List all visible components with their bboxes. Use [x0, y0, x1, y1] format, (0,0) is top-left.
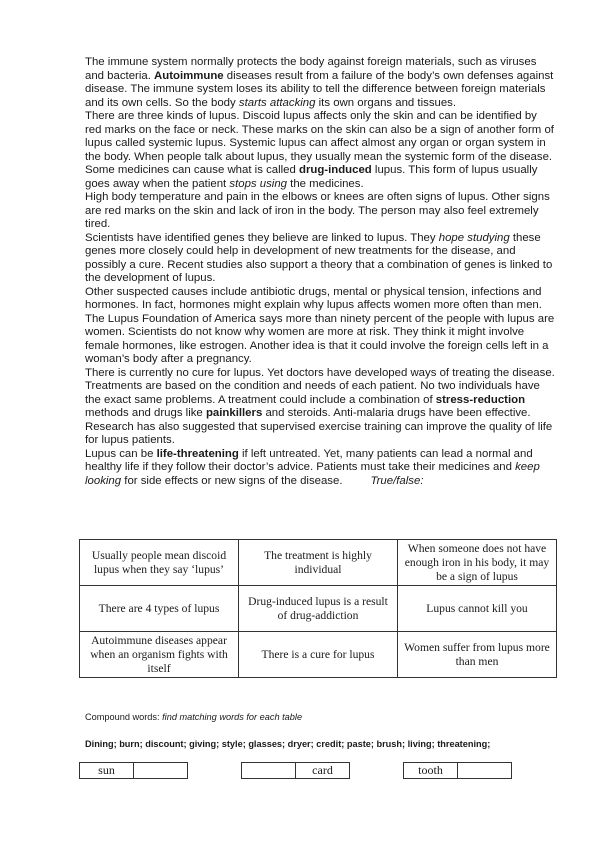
reading-passage [85, 56, 555, 488]
statement-cell: Drug-induced lupus is a result of drug-addiction [239, 586, 398, 632]
compound-words-label: Compound words: [85, 712, 163, 722]
statement-cell: When someone does not have enough iron in his body, it may be a sign of lupus [398, 540, 557, 586]
text-run: Other suspected causes include antibiotic drugs, mental or physical tension, infections and hormones. In fact, hormones might explain why lupus affects women more often than men. The Lupus Foundation of America says more than ninety percent of the people with lupus are women. Scientists do not know why women are more at risk. They think it might involve female hormones, like estrogen. Another idea is that it could involve the foreign cells left in a woman’s body after a pregnancy. [85, 285, 555, 365]
compound-table-1 [79, 762, 188, 779]
statement-cell: Usually people mean discoid lupus when they say ‘lupus’ [80, 540, 239, 586]
compound-words-instruction: find matching words for each table [162, 712, 303, 722]
table-row [80, 540, 557, 586]
statement-cell: Women suffer from lupus more than men [398, 632, 557, 678]
compound-words-title [85, 712, 302, 722]
paragraph [85, 110, 555, 164]
statement-cell: Autoimmune diseases appear when an organism fights with itself [80, 632, 239, 678]
bold-term: painkillers [205, 407, 263, 419]
compound-cell-blank[interactable] [242, 763, 295, 778]
statement-cell: Lupus cannot kill you [398, 586, 557, 632]
compound-cell-given: sun [98, 763, 115, 777]
compound-cell-given: card [295, 763, 349, 778]
italic-phrase: hope studying [438, 231, 510, 244]
statement-cell: The treatment is highly individual [239, 540, 398, 586]
bold-term: drug-induced [299, 164, 372, 176]
true-false-label: True/false: [370, 474, 424, 487]
text-run: its own organs and tissues. [315, 96, 457, 109]
text-run: Some medicines can cause what is called [85, 164, 299, 176]
text-run: the medicines. [287, 177, 364, 190]
table-row [80, 586, 557, 632]
text-run: methods and drugs like [85, 407, 206, 419]
text-run: lupus. This form of lupus usually goes away when the patient [85, 164, 538, 190]
bold-term: Autoimmune [154, 69, 224, 82]
paragraph [85, 56, 555, 110]
statement-cell: There is a cure for lupus [239, 632, 398, 678]
paragraph [85, 367, 555, 448]
text-run: There is currently no cure for lupus. Yet doctors have developed ways of treating the disease. Treatments are based on the condition and needs of each patient. No two individuals have the exact same problems. A treatment could include a combination of [85, 366, 555, 406]
paragraph [85, 232, 555, 286]
compound-cell-given: tooth [418, 763, 443, 777]
paragraph [85, 164, 555, 191]
text-run: diseases result from a failure of the body’s own defenses against disease. The immune system loses its ability to tell the difference between foreign materials and its own cells. So the body [85, 69, 554, 109]
compound-cell-blank[interactable] [133, 763, 187, 778]
compound-table-3 [403, 762, 512, 779]
italic-phrase: keep looking [85, 461, 540, 487]
italic-phrase: starts attacking [238, 96, 316, 109]
compound-cell-blank[interactable] [457, 763, 511, 778]
text-run: these genes more closely could help in development of new treatments for the disease, and possibly a cure. Recent studies also support a theory that a combination of genes is linked to the development of lupus. [85, 231, 553, 284]
bold-term: stress-reduction [435, 393, 526, 406]
text-run: if left untreated. Yet, many patients can lead a normal and healthy life if they follow their doctor’s advice. Patients must take their medicines and [85, 447, 533, 473]
text-run: Lupus can be [85, 447, 157, 460]
text-run: The immune system normally protects the body against foreign materials, such as viruses and bacteria. [85, 56, 537, 82]
true-false-table [79, 539, 557, 678]
text-run: There are three kinds of lupus. Discoid lupus affects only the skin and can be identified by red marks on the face or neck. These marks on the skin can also be a sign of another form of lupus called systemic lupus. Systemic lupus can affect almost any organ or organ system in the body. When people talk about lupus, they usually mean the systemic form of the disease. [85, 110, 554, 163]
paragraph [85, 286, 555, 367]
text-run: for side effects or new signs of the disease. [121, 474, 343, 487]
text-run: Scientists have identified genes they believe are linked to lupus. They [85, 231, 439, 244]
text-run: High body temperature and pain in the elbows or knees are often signs of lupus. Other signs are red marks on the skin and lack of iron in the body. The person may also feel extremely tired. [85, 191, 550, 230]
paragraph [85, 191, 555, 232]
italic-phrase: stops using [229, 177, 288, 190]
bold-term: life-threatening [156, 447, 239, 460]
paragraph [85, 448, 555, 489]
text-run: and steroids. Anti-malaria drugs have been effective. Research has also suggested that supervised exercise training can improve the quality of life for lupus patients. [85, 407, 553, 446]
compound-word-list: Dining; burn; discount; giving; style; glasses; dryer; credit; paste; brush; living; threatening; [85, 739, 491, 749]
statement-cell: There are 4 types of lupus [80, 586, 239, 632]
compound-table-2 [241, 762, 350, 779]
table-row [80, 632, 557, 678]
